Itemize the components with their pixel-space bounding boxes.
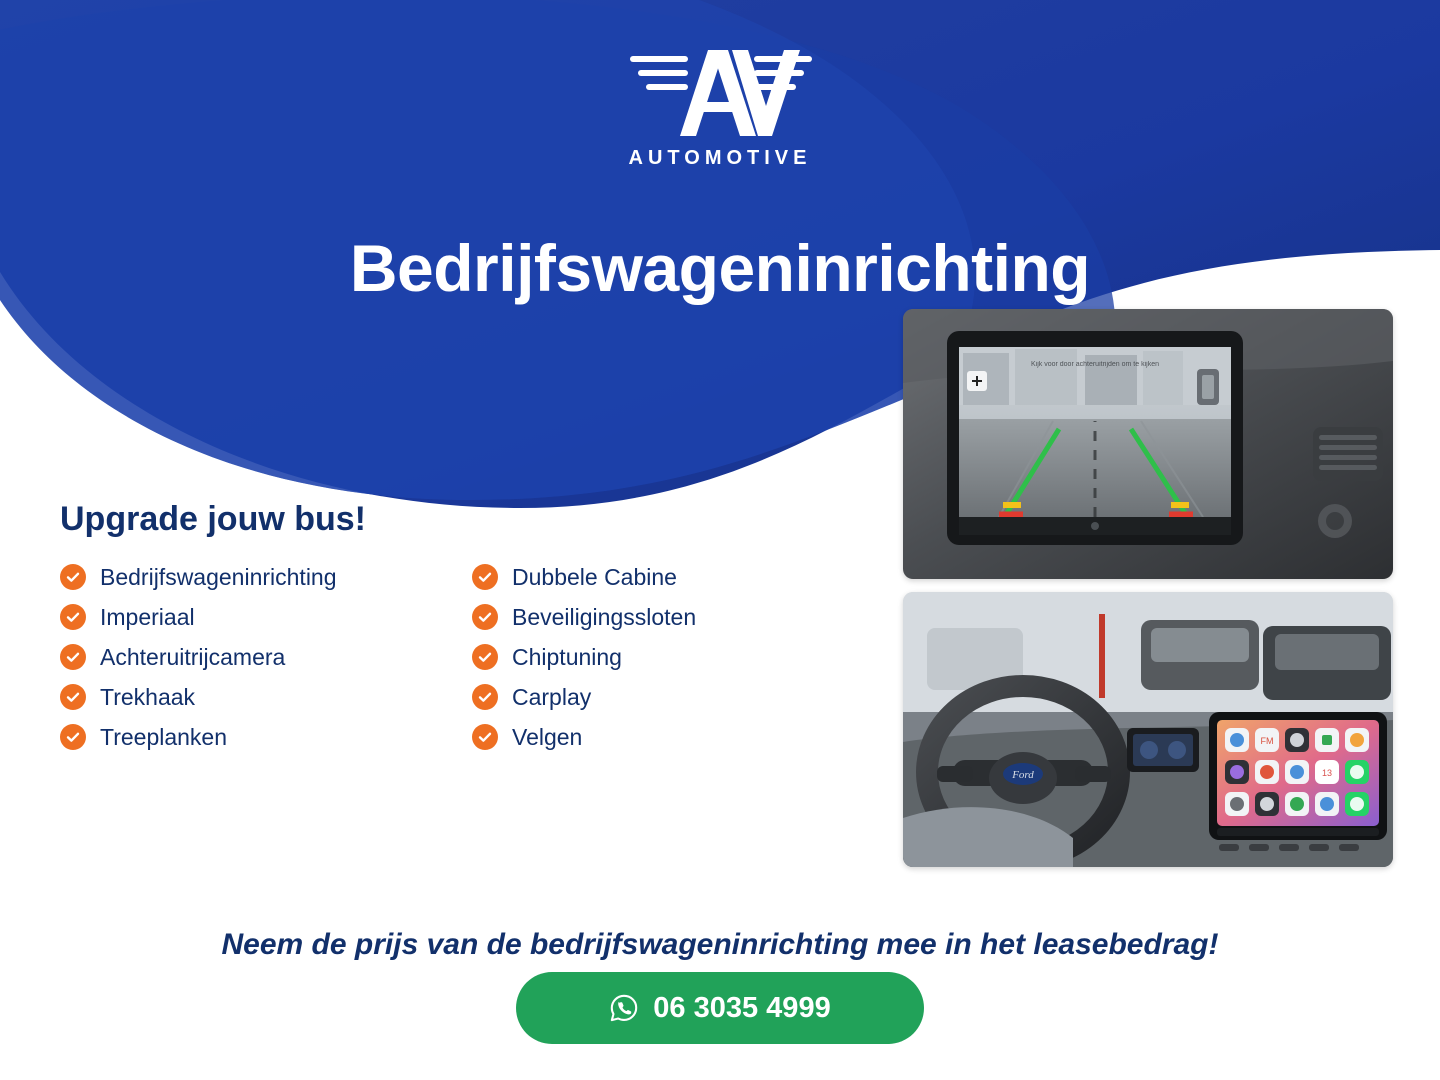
features-columns (60, 563, 860, 751)
feature-label: Bedrijfswageninrichting (100, 564, 337, 590)
check-circle-icon (60, 724, 86, 750)
feature-label: Dubbele Cabine (512, 564, 677, 590)
whatsapp-icon (609, 993, 639, 1023)
tagline: Neem de prijs van de bedrijfswageninrichting mee in het leasebedrag! (221, 928, 1219, 961)
feature-item (60, 683, 420, 711)
feature-item (60, 643, 420, 671)
check-circle-icon (60, 644, 86, 670)
cockpit-carplay-screen-photo (903, 592, 1393, 867)
feature-item (472, 563, 832, 591)
features-section (60, 500, 860, 751)
feature-item (60, 563, 420, 591)
feature-label: Treeplanken (100, 724, 228, 750)
feature-item (472, 683, 832, 711)
check-circle-icon (472, 604, 498, 630)
features-column-right (472, 563, 832, 751)
phone-number: 06 3035 4999 (653, 991, 831, 1024)
features-column-left (60, 563, 420, 751)
check-circle-icon (472, 564, 498, 590)
features-title: Upgrade jouw bus! (60, 500, 366, 538)
check-circle-icon (472, 644, 498, 670)
check-circle-icon (60, 684, 86, 710)
feature-label: Beveiligingssloten (512, 604, 697, 630)
feature-item (60, 603, 420, 631)
check-circle-icon (472, 684, 498, 710)
check-circle-icon (472, 724, 498, 750)
check-circle-icon (60, 604, 86, 630)
feature-label: Achteruitrijcamera (100, 644, 286, 670)
svg-text:Kijk voor door achteruitrijden: Kijk voor door achteruitrijden om te kijken (1030, 361, 1160, 368)
svg-text:13: 13 (1321, 768, 1333, 778)
reversing-camera-screen-photo (903, 309, 1393, 579)
feature-item (472, 723, 832, 751)
check-circle-icon (60, 564, 86, 590)
feature-item (60, 723, 420, 751)
svg-text:Ford: Ford (1012, 769, 1034, 781)
brand-logo-block (0, 44, 1440, 170)
brand-subtitle: AUTOMOTIVE (628, 147, 812, 169)
feature-item (472, 643, 832, 671)
feature-label: Carplay (512, 684, 592, 710)
feature-label: Velgen (512, 724, 583, 750)
page-title: Bedrijfswageninrichting (349, 231, 1091, 306)
whatsapp-call-button[interactable] (516, 972, 924, 1044)
feature-item (472, 603, 832, 631)
feature-label: Chiptuning (512, 644, 622, 670)
svg-text:FM: FM (1260, 736, 1274, 746)
feature-label: Imperiaal (100, 604, 195, 630)
av-automotive-logo-icon (620, 44, 820, 140)
feature-label: Trekhaak (100, 684, 196, 710)
